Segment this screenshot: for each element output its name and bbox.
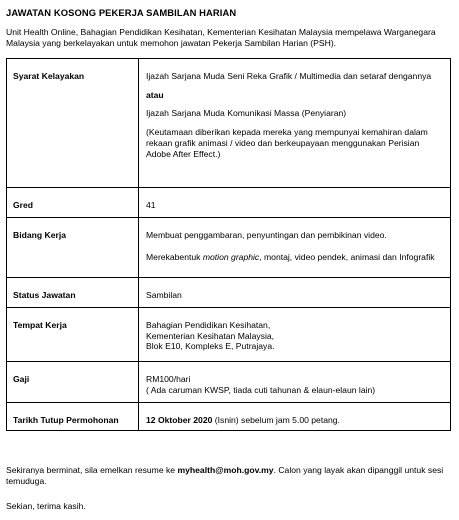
row-syarat-kelayakan [7,59,451,188]
value-gaji [139,362,451,403]
contact-email[interactable]: myhealth@moh.gov.my [177,465,274,475]
row-status-jawatan [7,278,451,308]
value-syarat-kelayakan [139,59,451,188]
job-details-table [6,58,451,431]
closing-date: 12 Oktober 2020 [146,415,213,425]
address-line-1: Bahagian Pendidikan Kesihatan, [146,320,271,330]
row-gaji [7,362,451,403]
row-gred [7,188,451,218]
label-gred: Gred [7,188,139,218]
closing-time: (Isnin) sebelum jam 5.00 petang. [212,415,340,425]
label-syarat-kelayakan: Syarat Kelayakan [7,59,139,188]
row-tarikh-tutup [7,403,451,431]
address-line-2: Kementerian Kesihatan Malaysia, [146,330,275,341]
value-tarikh-tutup [139,403,451,431]
address-line-3: Blok E10, Kompleks E, Putrajaya. [146,341,275,352]
apply-instructions: Sekiranya berminat, sila emelkan resume ke myhealth@moh.gov.my. Calon yang layak akan dipanggil untuk sesi temuduga. [6,465,444,486]
scope-line-2: Merekabentuk motion graphic, montaj, video pendek, animasi dan Infografik [146,251,435,262]
row-bidang-kerja [7,218,451,278]
qualification-2: Ijazah Sarjana Muda Komunikasi Massa (Penyiaran) [146,108,347,119]
qualification-or: atau [146,89,164,100]
qualification-1: Ijazah Sarjana Muda Seni Reka Grafik / Multimedia dan setaraf dengannya [146,71,432,81]
value-tempat-kerja [139,308,451,362]
scope-line-1: Membuat penggambaran, penyuntingan dan pembikinan video. [146,230,387,240]
value-gred: 41 [139,188,451,218]
intro-paragraph: Unit Health Online, Bahagian Pendidikan Kesihatan, Kementerian Kesihatan Malaysia mempelawa Warganegara Malaysia yang berkelayakan untuk memohon jawatan Pekerja Sambilan Harian (PSH). [6,27,436,48]
page-title: JAWATAN KOSONG PEKERJA SAMBILAN HARIAN [6,7,237,18]
salary-amount: RM100/hari [146,374,191,384]
label-status-jawatan: Status Jawatan [7,278,139,308]
qualification-note: (Keutamaan diberikan kepada mereka yang mempunyai kemahiran dalam rekaan grafik animasi / video dan berkeupayaan menggunakan Perisian Adobe After Effect.) [146,127,428,159]
value-bidang-kerja [139,218,451,278]
label-tarikh-tutup: Tarikh Tutup Permohonan [7,403,139,431]
label-bidang-kerja: Bidang Kerja [7,218,139,278]
label-gaji: Gaji [7,362,139,403]
label-tempat-kerja: Tempat Kerja [7,308,139,362]
closing-remark: Sekian, terima kasih. [6,501,86,511]
row-tempat-kerja [7,308,451,362]
salary-note: ( Ada caruman KWSP, tiada cuti tahunan & elaun-elaun lain) [146,384,376,395]
value-status-jawatan: Sambilan [139,278,451,308]
